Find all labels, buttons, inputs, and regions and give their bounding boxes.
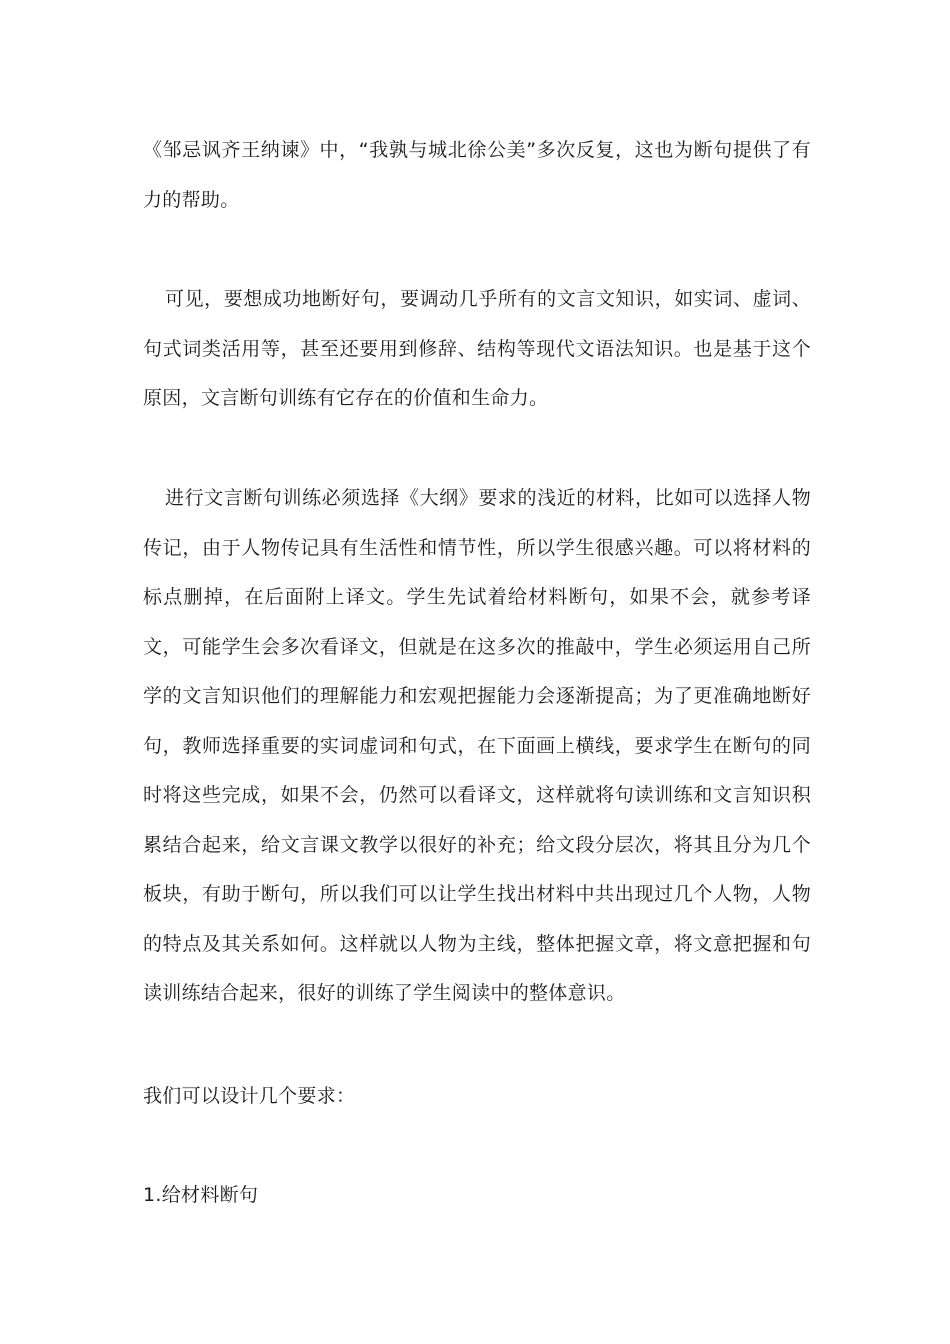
paragraph-training-method: 进行文言断句训练必须选择《大纲》要求的浅近的材料，比如可以选择人物传记，由于人物传记具有生活性和情节性，所以学生很感兴趣。可以将材料的标点删掉，在后面附上译文。学生先试着给材料断句，如果不会，就参考译文，可能学生会多次看译文，但就是在这多次的推敲中，学生必须运用自己所学的文言知识他们的理解能力和宏观把握能力会逐渐提高；为了更准确地断好句，教师选择重要的实词虚词和句式，在下面画上横线，要求学生在断句的同时将这些完成，如果不会，仍然可以看译文，这样就将句读训练和文言知识积累结合起来，给文言课文教学以很好的补充；给文段分层次，将其且分为几个板块，有助于断句，所以我们可以让学生找出材料中共出现过几个人物，人物的特点及其关系如何。这样就以人物为主线，整体把握文章，将文意把握和句读训练结合起来，很好的训练了学生阅读中的整体意识。 (143, 487, 811, 1004)
paragraph-knowledge-summary: 可见，要想成功地断好句，要调动几乎所有的文言文知识，如实词、虚词、句式词类活用等，甚至还要用到修辞、结构等现代文语法知识。也是基于这个原因，文言断句训练有它存在的价值和生命力。 (143, 288, 811, 409)
paragraph-requirements-intro: 我们可以设计几个要求： (143, 1085, 356, 1107)
list-item-requirement-1: 1.给材料断句 (143, 1184, 259, 1206)
paragraph-zou-ji-example: 《邹忌讽齐王纳谏》中，“我孰与城北徐公美”多次反复，这也为断句提供了有力的帮助。 (143, 139, 811, 211)
